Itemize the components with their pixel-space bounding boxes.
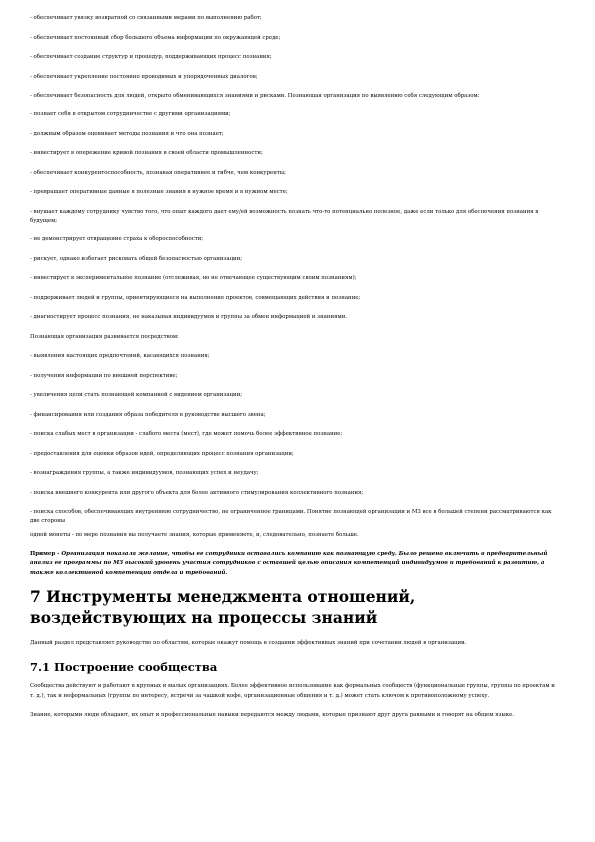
list-item: - предоставления для оценки образов идей, определяющих процесс познания организации;: [30, 450, 294, 457]
list-item: - поиска способов, обеспечивающих внутреннюю сотрудничество, не ограниченное границами. Понятие познающей организации и МЗ все в большей степени рассматриваются как две стороны: [30, 509, 552, 525]
list-item: - вознаграждения группы, а также индивидуумов, познающих успех и неудачу;: [30, 470, 259, 477]
list-item: - обеспечивает создание структур и процедур, поддерживающих процесс познания;: [30, 54, 272, 60]
list-item: - обеспечивает постоянный сбор большого объема информации по окружающей среде;: [30, 34, 281, 41]
example-block: [30, 550, 561, 578]
list-item: одной монеты - по мере познания вы получаете знания, которые применяете, и, следовательно, познаете больше.: [30, 531, 359, 538]
list-item: - получения информации по внешней перспективе;: [30, 372, 178, 379]
example-text: Организация показала желание, чтобы ее сотрудники оставались компанию как познающую среду. Было решено включить в предварительный анализ ее программы по МЗ высокий уровень участия сотрудников с оставшей целью описания компетенций индивидуумов и требований к развитию, а также коллективной компетенции отдела и требований.: [30, 551, 548, 576]
list-item: - внушает каждому сотруднику чувство того, что опыт каждого дает ему/ей возможность познать что-то потенциально полезное, даже если только для обеспечения познания в будущем;: [30, 208, 539, 224]
list-item: - не демонстрирует отвращение страха к обороспособности;: [30, 236, 204, 243]
list-item: - обеспечивает увязку возвратной со связанными мерами по выполнению работ;: [30, 15, 262, 21]
list-item: - инвестирует в экспериментальное познание (отслеживая, но не отвечающее существующим своим познаниям);: [30, 275, 357, 282]
list-item: - должным образом оценивает методы познания и что она познает;: [30, 130, 224, 137]
list-item: - поддерживает людей и группы, ориентирующиеся на выполнение проектов, совмещающих действия и познание;: [30, 294, 361, 301]
list-item: - рискует, однако избегает рисковать общей безопасностью организации;: [30, 255, 243, 262]
list-item: - превращает оперативные данные в полезные знания в нужное время и в нужном месте;: [30, 189, 288, 196]
list-item: - поиска внешнего конкурента или другого объекта для более активного стимулирования коллективного познания;: [30, 489, 364, 496]
list-item: - поиска слабых мест в организации - слабого места (мест), где может помочь более эффективное познание;: [30, 431, 343, 438]
drivers-intro: Познающая организация развивается посредством:: [30, 333, 179, 340]
section-heading: 7 Инструменты менеджмента отношений, воздействующих на процессы знаний: [30, 587, 416, 627]
section-intro: Данный раздел представляет руководство по областям, которые окажут помощь в создании эффективных знаний при сочетании людей в организации.: [30, 640, 467, 647]
list-item: - финансирования или создания образа победителя в руководстве высшего звена;: [30, 411, 266, 418]
example-lead: Пример -: [30, 551, 60, 558]
subsection-paragraph: Знание, которыми люди обладают, их опыт и профессиональные навыки передаются между людьми, которые признают друг друга равными и говорят на общем языке.: [30, 712, 515, 719]
list-item: - увеличения цели стать познающей компанией с видением организации;: [30, 392, 243, 399]
list-item: - инвестирует в опережение кривой познания в своей области промышленности;: [30, 150, 263, 157]
subsection-paragraph: Сообщества действуют и работают в крупных и малых организациях. Более эффективное использование как формальных сообществ (функциональные группы, группы по проектам и т. д.), так и неформальных (группы по интересу, встречи за чашкой кофе, организационные общения и т. д.) может стать ключом к противоположному успеху.: [30, 683, 555, 699]
list-item: - диагностирует процесс познания, не наказывая индивидуумов и группы за обмен информацией и знаниями.: [30, 314, 347, 321]
list-item: - обеспечивает конкурентоспособность, познавая оперативнее и гибче, чем конкуренты;: [30, 169, 286, 176]
list-item: - обеспечивает безопасность для людей, открыто обменивающихся знаниями и рисками. Познающая организация по выявлению себя следующим образом:: [30, 93, 480, 99]
list-item: - познает себя в открытом сотрудничестве с другими организациями;: [30, 111, 231, 118]
list-item: - выявления настоящих предпочтений, касающихся познания;: [30, 353, 210, 360]
bullet-list-top: [30, 14, 561, 322]
subsection-heading: 7.1 Построение сообщества: [30, 660, 218, 675]
bullet-list-bottom: [30, 352, 561, 540]
list-item: - обеспечивает укрепление постоянно проводимых и упорядоченных диалогов;: [30, 73, 258, 80]
